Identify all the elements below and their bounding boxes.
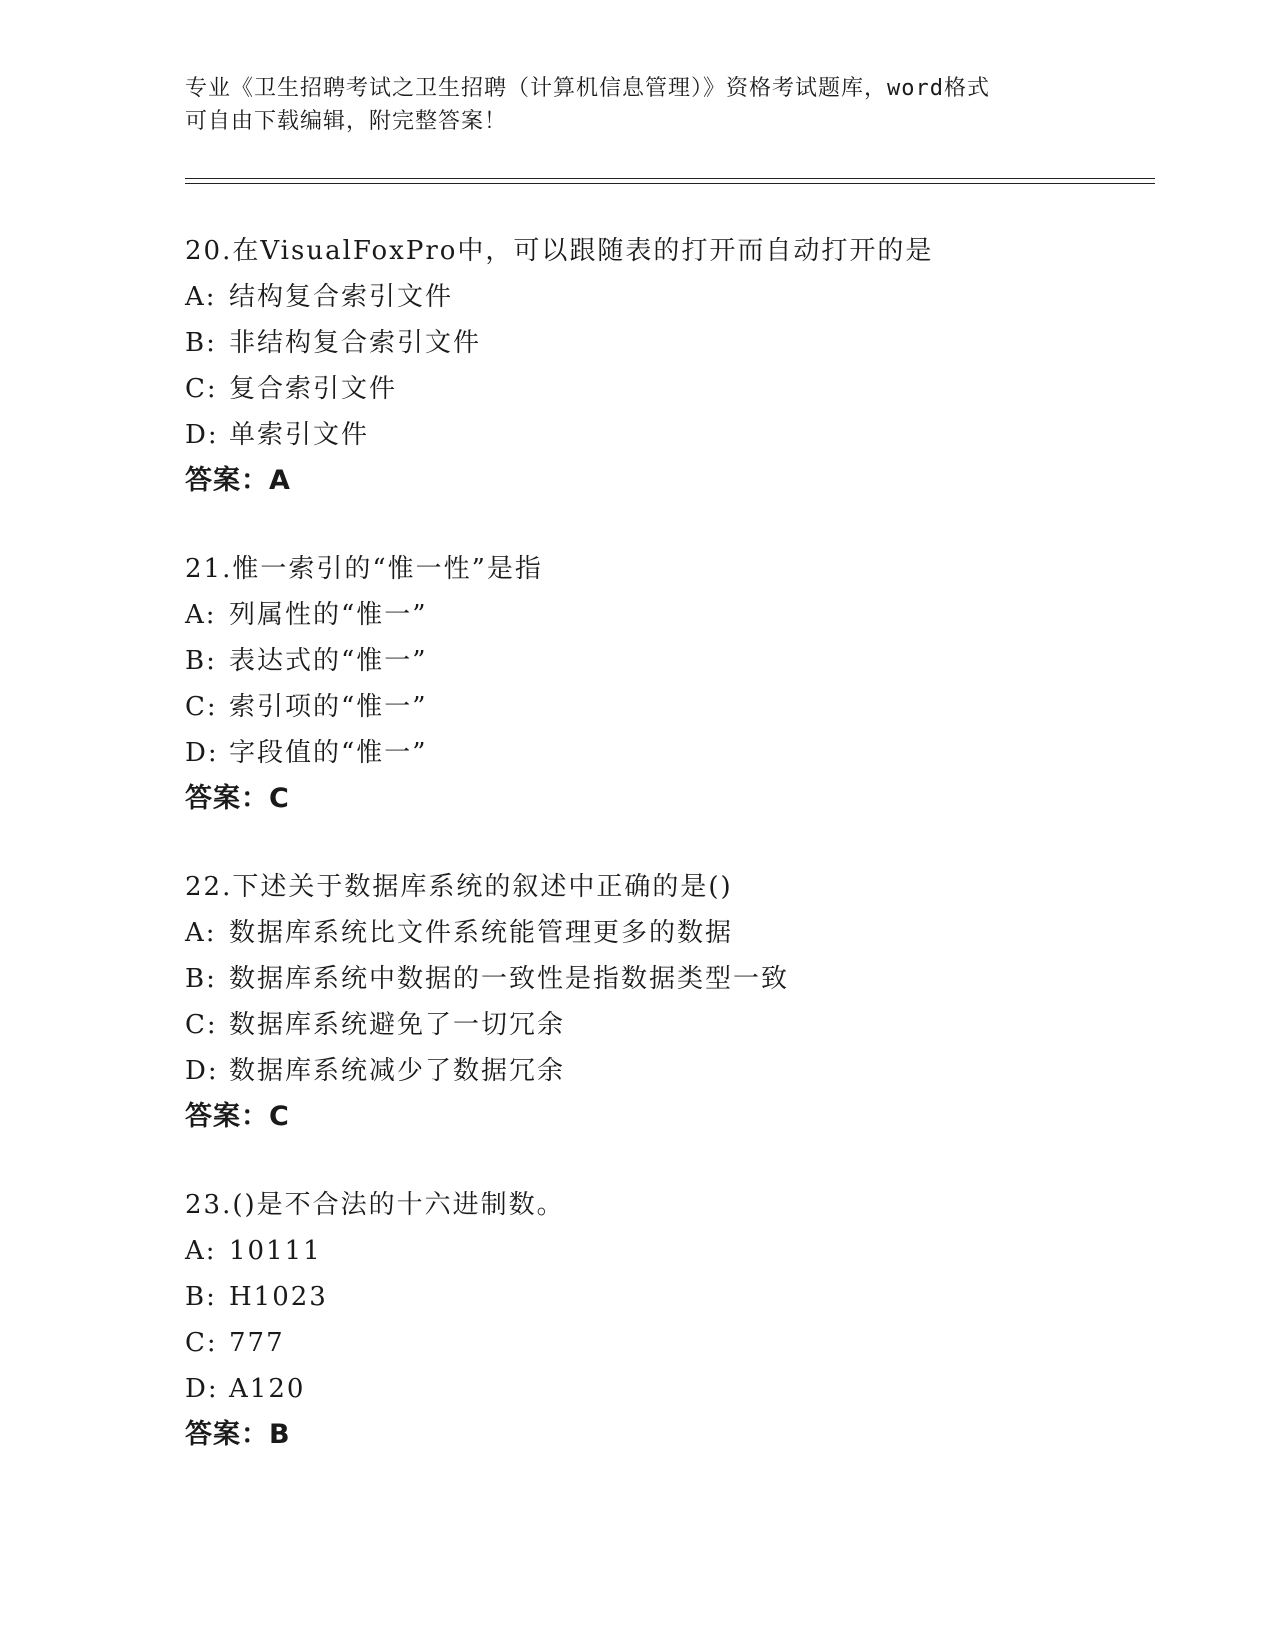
document-header — [185, 72, 1085, 138]
option-text: 表达式的“惟一” — [229, 646, 428, 676]
option-letter: C: — [185, 1010, 218, 1040]
option-a — [185, 910, 1135, 956]
option-letter: D: — [185, 738, 219, 768]
option-text: 结构复合索引文件 — [229, 282, 454, 312]
option-c — [185, 1002, 1135, 1048]
option-b — [185, 320, 1135, 366]
option-letter: A: — [185, 600, 217, 630]
option-letter: D: — [185, 420, 219, 450]
option-letter: C: — [185, 374, 218, 404]
option-b — [185, 638, 1135, 684]
option-letter: C: — [185, 1328, 218, 1358]
option-d — [185, 1366, 1135, 1412]
option-letter: B: — [185, 328, 217, 358]
header-line-1: 专业《卫生招聘考试之卫生招聘（计算机信息管理）》资格考试题库，word格式 — [185, 76, 990, 101]
option-text: 索引项的“惟一” — [229, 692, 428, 722]
question-23 — [185, 1182, 1135, 1458]
option-letter: B: — [185, 964, 217, 994]
option-d — [185, 412, 1135, 458]
question-stem: 23.()是不合法的十六进制数。 — [185, 1190, 565, 1220]
answer: 答案：C — [185, 783, 290, 814]
option-text: A120 — [229, 1374, 306, 1404]
option-text: 字段值的“惟一” — [229, 738, 428, 768]
header-rule-top — [185, 178, 1155, 179]
option-letter: A: — [185, 282, 217, 312]
answer: 答案：A — [185, 465, 291, 496]
option-text: 非结构复合索引文件 — [229, 328, 482, 358]
header-line-2: 可自由下载编辑，附完整答案！ — [185, 109, 508, 134]
option-c — [185, 366, 1135, 412]
option-text: 单索引文件 — [229, 420, 370, 450]
option-letter: A: — [185, 1236, 217, 1266]
option-a — [185, 592, 1135, 638]
option-text: H1023 — [229, 1282, 328, 1312]
option-text: 数据库系统比文件系统能管理更多的数据 — [229, 918, 734, 948]
option-b — [185, 1274, 1135, 1320]
option-text: 10111 — [229, 1236, 322, 1266]
option-letter: B: — [185, 646, 217, 676]
option-text: 数据库系统避免了一切冗余 — [229, 1010, 566, 1040]
option-letter: A: — [185, 918, 217, 948]
option-letter: D: — [185, 1056, 219, 1086]
question-stem: 20.在VisualFoxPro中，可以跟随表的打开而自动打开的是 — [185, 236, 934, 266]
option-text: 复合索引文件 — [229, 374, 398, 404]
header-rule-bottom — [185, 183, 1155, 184]
question-20 — [185, 228, 1135, 504]
option-a — [185, 1228, 1135, 1274]
option-a — [185, 274, 1135, 320]
option-text: 数据库系统中数据的一致性是指数据类型一致 — [229, 964, 790, 994]
question-21 — [185, 546, 1135, 822]
answer: 答案：B — [185, 1419, 291, 1450]
option-c — [185, 684, 1135, 730]
option-letter: D: — [185, 1374, 219, 1404]
question-stem: 22.下述关于数据库系统的叙述中正确的是() — [185, 872, 733, 902]
option-d — [185, 1048, 1135, 1094]
question-stem: 21.惟一索引的“惟一性”是指 — [185, 554, 543, 584]
option-c — [185, 1320, 1135, 1366]
option-text: 777 — [229, 1328, 285, 1358]
option-text: 列属性的“惟一” — [229, 600, 428, 630]
option-d — [185, 730, 1135, 776]
option-text: 数据库系统减少了数据冗余 — [229, 1056, 566, 1086]
answer: 答案：C — [185, 1101, 290, 1132]
option-letter: B: — [185, 1282, 217, 1312]
option-letter: C: — [185, 692, 218, 722]
question-22 — [185, 864, 1135, 1140]
option-b — [185, 956, 1135, 1002]
